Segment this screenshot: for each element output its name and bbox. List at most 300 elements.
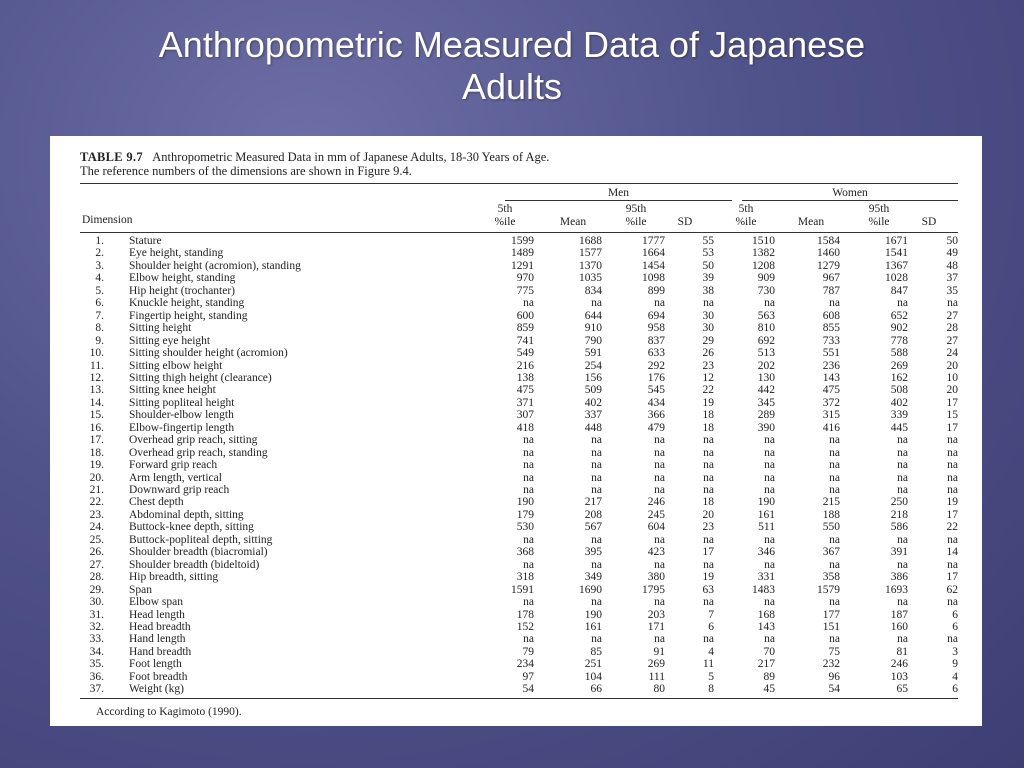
row-23-value-4: 20 [702,509,714,521]
row-22-value-3: 246 [647,496,665,508]
row-13-value-6: 475 [822,384,840,396]
row-6-value-5: na [764,297,775,309]
row-25-value-2: na [591,534,602,546]
row-17-dimension-name: Overhead grip reach, sitting [129,434,258,446]
row-22-value-7: 250 [890,496,908,508]
row-35-number: 35. [89,658,104,670]
row-34-dimension-name: Hand breadth [129,646,192,658]
row-5-value-8: 35 [946,285,958,297]
row-19-value-4: na [703,459,714,471]
row-22-value-6: 215 [822,496,840,508]
row-2-value-6: 1460 [817,247,840,259]
row-24-value-3: 604 [647,521,665,533]
row-14-value-7: 402 [890,397,908,409]
row-17-value-6: na [829,434,840,446]
row-2-value-3: 1664 [642,247,665,259]
row-16-value-1: 418 [516,422,534,434]
row-36-value-8: 4 [952,671,958,683]
row-20-number: 20. [89,472,104,484]
row-18-value-3: na [654,447,665,459]
row-4-number: 4. [95,272,104,284]
table-caption-line-2: The reference numbers of the dimensions are shown in Figure 9.4. [80,164,412,178]
row-32-dimension-name: Head breadth [129,621,191,633]
row-19-value-5: na [764,459,775,471]
row-11-number: 11. [90,360,104,372]
row-7-value-7: 652 [890,310,908,322]
row-7-value-6: 608 [822,310,840,322]
row-25-value-5: na [764,534,775,546]
row-28-dimension-name: Hip breadth, sitting [129,571,219,583]
row-26-value-5: 346 [757,546,775,558]
row-13-value-5: 442 [757,384,775,396]
row-31-value-3: 203 [647,609,665,621]
row-25-value-1: na [523,534,534,546]
row-30-value-4: na [703,596,714,608]
slide-title-line-1: Anthropometric Measured Data of Japanese [158,24,866,65]
row-33-value-8: na [947,633,958,645]
row-9-value-1: 741 [516,335,534,347]
row-24-value-2: 567 [584,521,602,533]
row-15-value-8: 15 [946,409,958,421]
row-14-value-5: 345 [757,397,775,409]
row-9-value-7: 778 [890,335,908,347]
row-22-dimension-name: Chest depth [129,496,184,508]
row-14-dimension-name: Sitting popliteal height [129,397,235,409]
row-32-value-4: 6 [708,621,714,633]
row-26-value-7: 391 [890,546,908,558]
row-8-value-8: 28 [946,322,958,334]
row-21-value-4: na [703,484,714,496]
row-19-number: 19. [89,459,104,471]
row-4-value-8: 37 [946,272,958,284]
row-5-value-7: 847 [890,285,908,297]
row-20-value-7: na [897,472,908,484]
row-28-value-3: 380 [647,571,665,583]
row-23-value-6: 188 [822,509,840,521]
row-21-value-1: na [523,484,534,496]
row-24-value-4: 23 [702,521,714,533]
row-30-value-2: na [591,596,602,608]
row-29-number: 29. [89,584,104,596]
row-36-value-4: 5 [708,671,714,683]
row-28-number: 28. [89,571,104,583]
row-32-number: 32. [89,621,104,633]
col-header-5-line2: %ile [735,216,757,228]
row-1-number: 1. [95,235,104,247]
table-bottom-rule [80,698,958,699]
row-27-value-6: na [829,559,840,571]
row-24-value-8: 22 [946,521,958,533]
row-26-value-4: 17 [702,546,714,558]
row-32-value-6: 151 [822,621,840,633]
row-22-value-8: 19 [946,496,958,508]
row-12-value-4: 12 [702,372,714,384]
row-17-number: 17. [89,434,104,446]
row-37-dimension-name: Weight (kg) [129,683,184,695]
row-20-value-4: na [703,472,714,484]
row-8-value-5: 810 [757,322,775,334]
row-9-value-3: 837 [647,335,665,347]
row-8-value-4: 30 [702,322,714,334]
row-21-value-7: na [897,484,908,496]
row-7-value-5: 563 [757,310,775,322]
row-23-value-1: 179 [516,509,534,521]
table-top-rule [80,183,958,184]
row-6-value-1: na [523,297,534,309]
row-1-value-5: 1510 [752,235,775,247]
row-30-value-1: na [523,596,534,608]
row-13-value-3: 545 [647,384,665,396]
row-32-value-2: 161 [584,621,602,633]
row-1-value-8: 50 [946,235,958,247]
row-27-value-7: na [897,559,908,571]
row-21-number: 21. [89,484,104,496]
row-24-value-7: 586 [890,521,908,533]
row-26-value-1: 368 [516,546,534,558]
row-15-value-2: 337 [584,409,602,421]
row-2-number: 2. [95,247,104,259]
row-28-value-2: 349 [584,571,602,583]
row-17-value-1: na [523,434,534,446]
row-33-number: 33. [89,633,104,645]
row-10-value-7: 588 [890,347,908,359]
row-14-value-3: 434 [647,397,665,409]
row-18-value-1: na [523,447,534,459]
row-37-number: 37. [89,683,104,695]
row-33-value-7: na [897,633,908,645]
row-21-value-6: na [829,484,840,496]
row-15-value-5: 289 [757,409,775,421]
group-header-women: Women [832,187,868,199]
row-31-value-4: 7 [708,609,714,621]
row-19-value-7: na [897,459,908,471]
row-26-value-2: 395 [584,546,602,558]
row-6-value-7: na [897,297,908,309]
row-20-dimension-name: Arm length, vertical [129,472,222,484]
row-13-value-2: 509 [584,384,602,396]
row-31-value-1: 178 [516,609,534,621]
row-18-number: 18. [89,447,104,459]
row-37-value-4: 8 [708,683,714,695]
row-19-value-2: na [591,459,602,471]
row-5-value-2: 834 [584,285,602,297]
row-27-value-3: na [654,559,665,571]
row-37-value-2: 66 [590,683,602,695]
row-6-value-8: na [947,297,958,309]
row-7-number: 7. [95,310,104,322]
row-35-value-8: 9 [952,658,958,670]
row-33-dimension-name: Hand length [129,633,186,645]
row-6-value-4: na [703,297,714,309]
row-10-value-6: 551 [822,347,840,359]
row-17-value-2: na [591,434,602,446]
row-10-value-3: 633 [647,347,665,359]
row-3-dimension-name: Shoulder height (acromion), standing [129,260,301,272]
row-29-value-3: 1795 [642,584,665,596]
row-15-number: 15. [89,409,104,421]
row-13-number: 13. [89,384,104,396]
row-9-dimension-name: Sitting eye height [129,335,211,347]
row-11-value-7: 269 [890,360,908,372]
row-8-value-7: 902 [890,322,908,334]
row-35-value-3: 269 [647,658,665,670]
row-27-value-2: na [591,559,602,571]
row-5-value-1: 775 [516,285,534,297]
row-6-value-2: na [591,297,602,309]
row-22-value-2: 217 [584,496,602,508]
table-number: TABLE 9.7 [80,150,143,164]
row-13-value-7: 508 [890,384,908,396]
row-37-value-7: 65 [896,683,908,695]
row-18-value-8: na [947,447,958,459]
row-8-dimension-name: Sitting height [129,322,192,334]
row-11-value-2: 254 [584,360,602,372]
row-33-value-5: na [764,633,775,645]
row-2-value-7: 1541 [885,247,908,259]
row-36-value-6: 96 [828,671,840,683]
row-26-value-6: 367 [822,546,840,558]
row-20-value-6: na [829,472,840,484]
row-9-value-4: 29 [702,335,714,347]
row-8-value-6: 855 [822,322,840,334]
row-35-value-6: 232 [822,658,840,670]
row-9-value-5: 692 [757,335,775,347]
row-8-value-2: 910 [584,322,602,334]
row-14-value-4: 19 [702,397,714,409]
row-5-value-3: 899 [647,285,665,297]
row-11-value-1: 216 [516,360,534,372]
row-36-value-3: 111 [648,671,665,683]
col-header-1-line1: 5th [497,203,513,215]
row-30-value-7: na [897,596,908,608]
table-caption [80,150,960,178]
row-19-dimension-name: Forward grip reach [129,459,218,471]
row-33-value-2: na [591,633,602,645]
row-29-dimension-name: Span [129,584,152,596]
row-36-dimension-name: Foot breadth [129,671,188,683]
row-19-value-1: na [523,459,534,471]
row-12-value-2: 156 [584,372,602,384]
row-1-value-6: 1584 [817,235,840,247]
row-30-value-3: na [654,596,665,608]
row-3-value-8: 48 [946,260,958,272]
row-19-value-3: na [654,459,665,471]
row-20-value-3: na [654,472,665,484]
row-21-value-2: na [591,484,602,496]
row-23-value-2: 208 [584,509,602,521]
row-33-value-1: na [523,633,534,645]
row-29-value-4: 63 [702,584,714,596]
row-17-value-4: na [703,434,714,446]
row-33-value-3: na [654,633,665,645]
table-caption-text: Anthropometric Measured Data in mm of Japanese Adults, 18-30 Years of Age. [152,150,550,164]
row-15-value-6: 315 [822,409,840,421]
row-12-value-5: 130 [757,372,775,384]
row-8-number: 8. [95,322,104,334]
row-34-value-6: 75 [828,646,840,658]
row-27-value-4: na [703,559,714,571]
row-18-value-6: na [829,447,840,459]
row-34-value-3: 91 [653,646,665,658]
row-36-value-7: 103 [890,671,908,683]
table-footnote: According to Kagimoto (1990). [96,706,242,718]
row-1-value-7: 1671 [885,235,908,247]
row-27-value-8: na [947,559,958,571]
row-14-value-8: 17 [946,397,958,409]
row-16-value-2: 448 [584,422,602,434]
row-14-value-6: 372 [822,397,840,409]
row-5-dimension-name: Hip height (trochanter) [129,285,236,297]
row-27-number: 27. [89,559,104,571]
row-27-value-1: na [523,559,534,571]
row-28-value-4: 19 [702,571,714,583]
scanned-table-image [50,136,982,726]
row-14-number: 14. [89,397,104,409]
row-30-value-6: na [829,596,840,608]
row-32-value-8: 6 [952,621,958,633]
row-16-value-5: 390 [757,422,775,434]
row-30-dimension-name: Elbow span [129,596,183,608]
row-37-value-5: 45 [763,683,775,695]
row-3-value-3: 1454 [642,260,665,272]
row-4-value-2: 1035 [579,272,602,284]
row-35-dimension-name: Foot length [129,658,182,670]
row-35-value-5: 217 [757,658,775,670]
row-9-value-6: 733 [822,335,840,347]
row-28-value-5: 331 [757,571,775,583]
row-9-value-2: 790 [584,335,602,347]
row-24-number: 24. [89,521,104,533]
row-12-value-3: 176 [647,372,665,384]
row-12-value-7: 162 [890,372,908,384]
row-23-value-5: 161 [757,509,775,521]
row-22-number: 22. [89,496,104,508]
slide-title-line-2: Adults [461,66,563,107]
table-header-rule [80,232,958,233]
row-20-value-8: na [947,472,958,484]
row-14-value-1: 371 [516,397,534,409]
row-4-value-5: 909 [757,272,775,284]
row-33-value-4: na [703,633,714,645]
row-23-value-7: 218 [890,509,908,521]
row-29-value-1: 1591 [511,584,534,596]
col-header-3-line2: %ile [625,216,647,228]
row-22-value-5: 190 [757,496,775,508]
row-34-value-5: 70 [763,646,775,658]
row-27-dimension-name: Shoulder breadth (bideltoid) [129,559,260,571]
row-31-value-8: 6 [952,609,958,621]
row-34-value-2: 85 [590,646,602,658]
row-22-value-1: 190 [516,496,534,508]
row-26-value-3: 423 [647,546,665,558]
row-12-number: 12. [89,372,104,384]
row-34-value-8: 3 [952,646,958,658]
row-36-number: 36. [89,671,104,683]
row-2-value-8: 49 [946,247,958,259]
row-27-value-5: na [764,559,775,571]
row-25-value-7: na [897,534,908,546]
row-12-value-6: 143 [822,372,840,384]
row-12-dimension-name: Sitting thigh height (clearance) [129,372,272,384]
row-36-value-5: 89 [763,671,775,683]
col-header-4-line2: SD [677,216,693,228]
row-17-value-7: na [897,434,908,446]
row-25-value-8: na [947,534,958,546]
row-16-number: 16. [89,422,104,434]
col-header-8-line2: SD [921,216,937,228]
row-31-value-6: 177 [822,609,840,621]
row-7-dimension-name: Fingertip height, standing [129,310,248,322]
row-15-value-3: 366 [647,409,665,421]
row-28-value-7: 386 [890,571,908,583]
row-5-value-5: 730 [757,285,775,297]
col-header-5-line1: 5th [738,203,754,215]
row-11-dimension-name: Sitting elbow height [129,360,223,372]
row-10-value-1: 549 [516,347,534,359]
row-3-value-6: 1279 [817,260,840,272]
row-1-value-2: 1688 [579,235,602,247]
row-6-value-6: na [829,297,840,309]
row-30-value-8: na [947,596,958,608]
row-2-value-2: 1577 [579,247,602,259]
row-10-value-5: 513 [757,347,775,359]
row-7-value-1: 600 [516,310,534,322]
col-header-7-line2: %ile [868,216,890,228]
row-8-value-3: 958 [647,322,665,334]
row-4-value-6: 967 [822,272,840,284]
row-10-value-4: 26 [702,347,714,359]
row-15-value-4: 18 [702,409,714,421]
row-7-value-2: 644 [584,310,602,322]
dimension-header: Dimension [82,214,133,226]
row-7-value-8: 27 [946,310,958,322]
row-18-dimension-name: Overhead grip reach, standing [129,447,268,459]
row-13-value-4: 22 [702,384,714,396]
row-18-value-2: na [591,447,602,459]
row-31-value-2: 190 [584,609,602,621]
col-header-7-line1: 95th [868,203,890,215]
row-28-value-8: 17 [946,571,958,583]
row-16-value-6: 416 [822,422,840,434]
row-7-value-4: 30 [702,310,714,322]
row-25-value-6: na [829,534,840,546]
row-20-value-2: na [591,472,602,484]
row-5-value-4: 38 [702,285,714,297]
row-16-value-4: 18 [702,422,714,434]
row-29-value-8: 62 [946,584,958,596]
row-25-dimension-name: Buttock-popliteal depth, sitting [129,534,273,546]
row-29-value-2: 1690 [579,584,602,596]
row-23-value-3: 245 [647,509,665,521]
row-10-dimension-name: Sitting shoulder height (acromion) [129,347,288,359]
row-23-value-8: 17 [946,509,958,521]
row-2-value-4: 53 [702,247,714,259]
row-37-value-8: 6 [952,683,958,695]
row-35-value-7: 246 [890,658,908,670]
row-25-value-3: na [654,534,665,546]
row-13-dimension-name: Sitting knee height [129,384,216,396]
row-11-value-5: 202 [757,360,775,372]
row-4-value-7: 1028 [885,272,908,284]
row-11-value-4: 23 [702,360,714,372]
row-4-value-3: 1098 [642,272,665,284]
row-20-value-1: na [523,472,534,484]
row-5-value-6: 787 [822,285,840,297]
row-1-value-3: 1777 [642,235,665,247]
col-header-3-line1: 95th [625,203,647,215]
row-3-number: 3. [95,260,104,272]
row-37-value-6: 54 [828,683,840,695]
